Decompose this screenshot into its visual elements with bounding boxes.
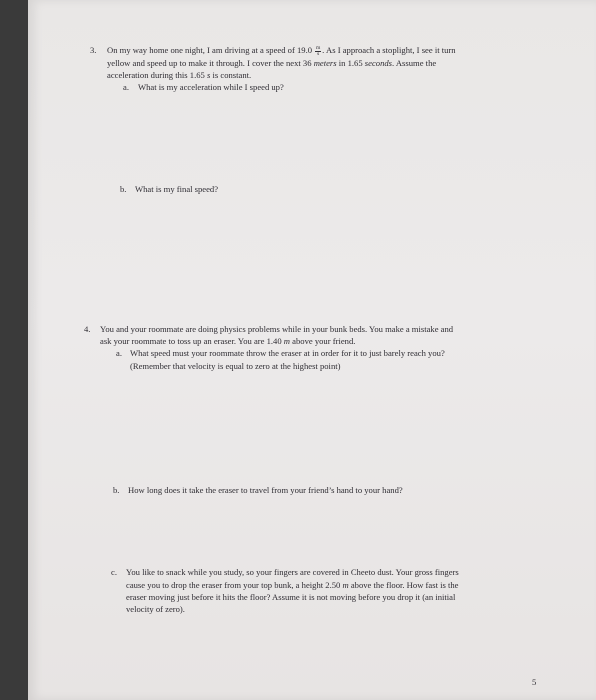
question-4-line-2: ask your roommate to toss up an eraser. You are 1.40 m above your friend. [100, 336, 356, 346]
question-3-number: 3. [90, 45, 97, 55]
unit-meters-per-second: $\frac{m}{s}$ [316, 44, 321, 57]
question-4c-label: c. [111, 567, 117, 577]
question-4c-line-4: velocity of zero). [126, 604, 185, 614]
worksheet-page [28, 0, 596, 700]
question-4b-label: b. [113, 485, 120, 495]
question-3a-text: What is my acceleration while I speed up? [138, 82, 284, 92]
question-4-number: 4. [84, 324, 91, 334]
question-3a-label: a. [123, 82, 129, 92]
question-3-line-3: acceleration during this 1.65 s is constant. [107, 70, 252, 80]
question-3-line-2: yellow and speed up to make it through. I cover the next 36 meters in 1.65 seconds. Assume the [107, 58, 437, 68]
question-4c-line-1: You like to snack while you study, so your fingers are covered in Cheeto dust. Your gross fingers [126, 567, 459, 577]
question-4a-line-1: What speed must your roommate throw the eraser at in order for it to just barely reach you? [130, 348, 445, 358]
question-3-line-1: On my way home one night, I am driving at a speed of 19.0 $\frac{m}{s}$ . As I approach a stoplight, I see it turn [107, 44, 456, 57]
page-number: 5 [532, 677, 537, 687]
question-3b-text: What is my final speed? [135, 184, 219, 194]
question-4a-line-2: (Remember that velocity is equal to zero at the highest point) [130, 361, 341, 371]
question-4-line-1: You and your roommate are doing physics problems while in your bunk beds. You make a mistake and [100, 324, 454, 334]
question-4c-line-2: cause you to drop the eraser from your top bunk, a height 2.50 m above the floor. How fast is the [126, 580, 459, 590]
question-4b-text: How long does it take the eraser to travel from your friend’s hand to your hand? [128, 485, 403, 495]
question-4a-label: a. [116, 348, 122, 358]
question-4c-line-3: eraser moving just before it hits the floor? Assume it is not moving before you drop it (an initial [126, 592, 456, 602]
question-3b-label: b. [120, 184, 127, 194]
